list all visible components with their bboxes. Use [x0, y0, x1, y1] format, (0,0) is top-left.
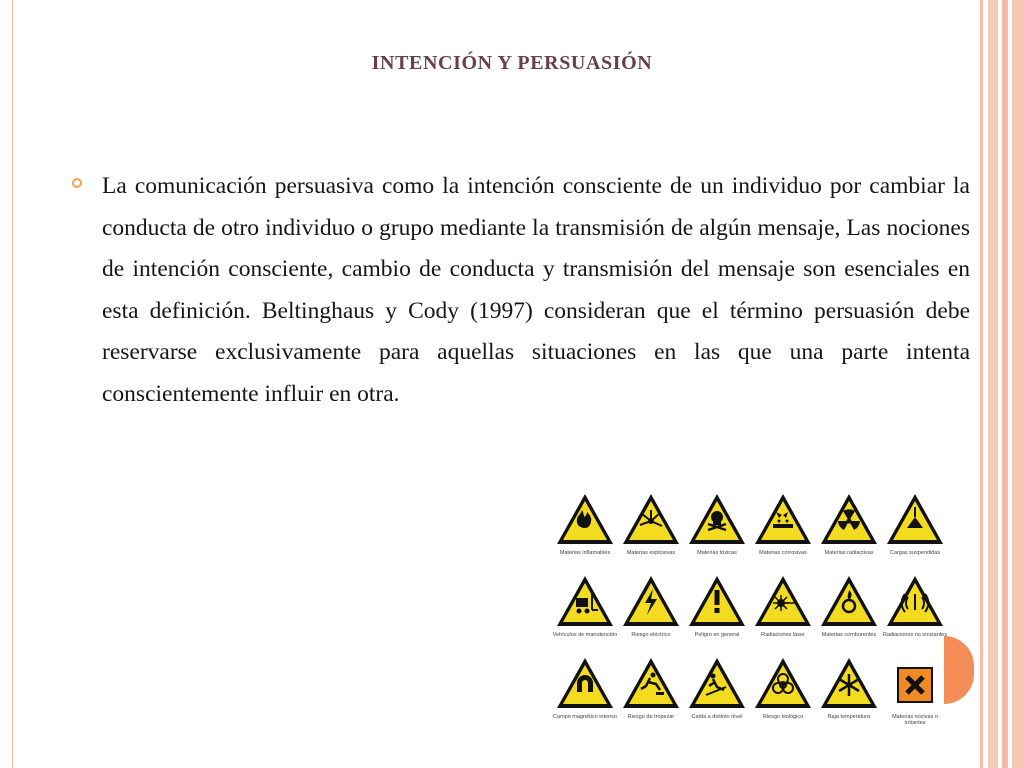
sign-caption: Vehículos de manutención — [552, 632, 618, 638]
hazard-sign — [816, 570, 882, 654]
sign-caption: Riesgo biológico — [762, 714, 804, 720]
sign-caption: Materias radiactivas — [824, 550, 874, 556]
skull-icon — [686, 490, 748, 548]
fall-icon — [686, 654, 748, 712]
radioactive-icon — [818, 490, 880, 548]
hazard-sign — [618, 570, 684, 654]
sign-caption: Materias inflamables — [559, 550, 611, 556]
sign-caption: Radiaciones láser — [761, 632, 805, 638]
laser-icon — [752, 572, 814, 630]
hazard-sign — [684, 570, 750, 654]
hazard-sign — [552, 652, 618, 736]
sign-caption: Radiaciones no ionizantes — [882, 632, 948, 638]
magnet-icon — [554, 654, 616, 712]
bullet-icon — [72, 178, 82, 188]
body-paragraph: La comunicación persuasiva como la intención consciente de un individuo por cambiar la conducta de otro individuo o grupo mediante la transmisión de algún mensaje, Las nociones de intención consciente, cambio de conducta y transmisión del mensaje son esenciales en esta definición. Beltinghaus y Cody (1997) consideran que el término persuasión debe reservarse exclusivamente para aquellas situaciones en las que una parte intenta conscientemente influir en otra. — [102, 173, 970, 407]
sign-caption: Materias nocivas o irritantes — [892, 714, 938, 726]
sign-caption: Caída a distinto nivel — [691, 714, 743, 720]
hazard-sign — [750, 488, 816, 572]
sign-caption: Cargas suspendidas — [889, 550, 941, 556]
sign-caption: Riesgo eléctrico — [631, 632, 671, 638]
radiation-icon — [884, 572, 946, 630]
sign-caption: Materias tóxicas — [697, 550, 737, 556]
hazard-sign — [618, 488, 684, 572]
hazard-sign — [882, 488, 948, 572]
sign-caption: Peligro en general — [694, 632, 740, 638]
hazard-sign — [816, 652, 882, 736]
harmful-icon — [884, 654, 946, 712]
hazard-sign — [552, 570, 618, 654]
right-decorative-band — [976, 0, 1024, 768]
hazard-sign — [750, 652, 816, 736]
sign-caption: Baja temperatura — [827, 714, 871, 720]
hazard-sign — [684, 488, 750, 572]
left-frame-line — [12, 0, 13, 768]
oxidizer-icon — [818, 572, 880, 630]
hazard-sign — [618, 652, 684, 736]
exclamation-icon — [686, 572, 748, 630]
corrosive-icon — [752, 490, 814, 548]
orange-tab — [944, 636, 974, 704]
hazard-sign — [882, 570, 948, 654]
sign-caption: Riesgo de tropezar — [627, 714, 675, 720]
electric-icon — [620, 572, 682, 630]
sign-caption: Materias corrosivas — [759, 550, 807, 556]
slide-title: INTENCIÓN Y PERSUASIÓN — [371, 52, 653, 74]
hazard-sign — [750, 570, 816, 654]
hazard-sign — [882, 652, 948, 736]
hazard-sign — [684, 652, 750, 736]
forklift-icon — [554, 572, 616, 630]
trip-icon — [620, 654, 682, 712]
flame-icon — [554, 490, 616, 548]
hazard-sign — [552, 488, 618, 572]
explosion-icon — [620, 490, 682, 548]
hazard-sign — [816, 488, 882, 572]
suspended-load-icon — [884, 490, 946, 548]
sign-caption: Materias comburentes — [821, 632, 877, 638]
hazard-signs-grid — [552, 488, 948, 736]
sign-caption: Campo magnético intenso — [553, 714, 617, 720]
sign-caption: Materias explosivas — [626, 550, 676, 556]
biohazard-icon — [752, 654, 814, 712]
snowflake-icon — [818, 654, 880, 712]
